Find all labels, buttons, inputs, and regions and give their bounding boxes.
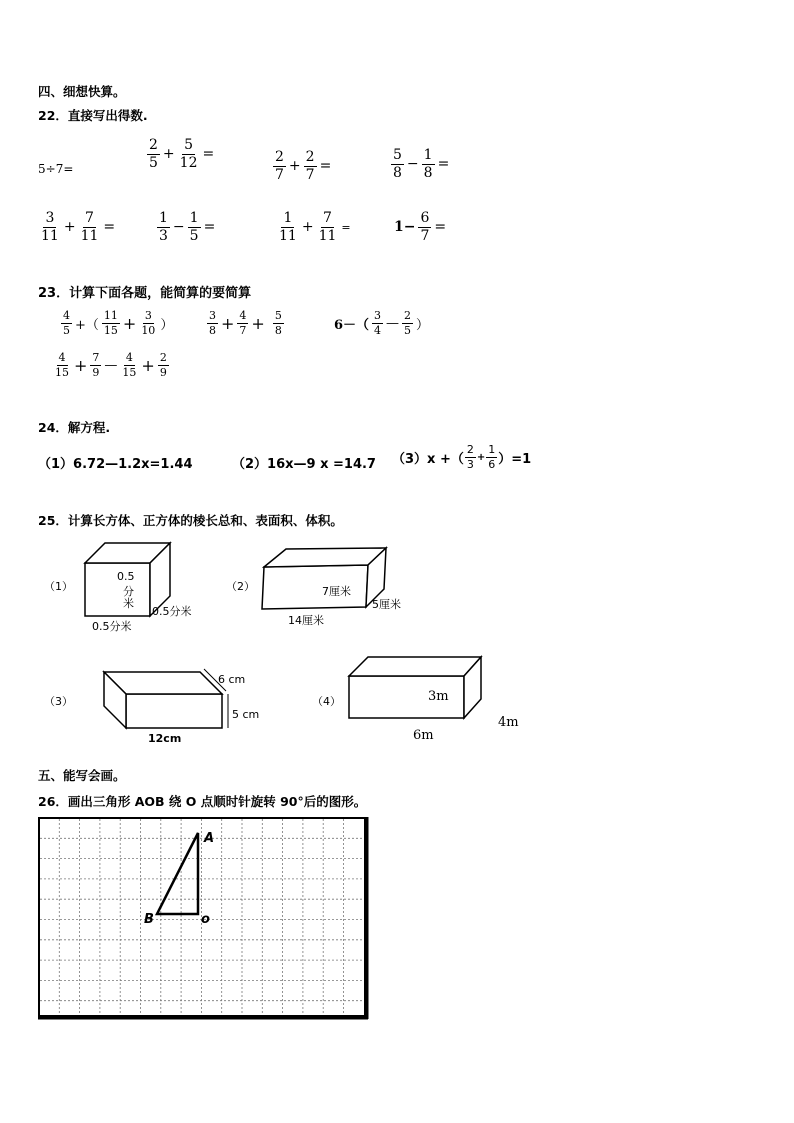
fig2-top-face: [264, 548, 386, 567]
fig1-height-unit1: 分: [123, 585, 134, 598]
fig2-depth-label: 5厘米: [372, 598, 401, 611]
q23-expr-3: 6－（ $\frac{3}{4}$ — $\frac{2}{5}$ ）: [334, 309, 430, 337]
q22-r1-c: $\frac{2}{7}$ + $\frac{2}{7}$ =: [275, 149, 332, 183]
fig1-height-value: 0.5: [117, 570, 135, 583]
q22-r1-a: 5÷7=: [38, 162, 74, 176]
cuboid-figure-3: [98, 664, 238, 734]
fig1-height-unit2: 米: [123, 597, 134, 610]
question-24-title: 24．解方程.: [38, 420, 111, 435]
q22-r2-d: 1− $\frac{6}{7}$ =: [394, 210, 447, 244]
fig2-front-face: [262, 565, 368, 609]
question-25-title: 25．计算长方体、正方体的棱长总和、表面积、体积。: [38, 513, 343, 528]
fig3-depth-label: 6 cm: [218, 673, 246, 686]
q22-r1-b: $\frac{2}{5}$ + $\frac{5}{12}$ =: [149, 137, 215, 171]
fig3-front-face: [126, 694, 222, 728]
q24-equation-3: （3）x +（ $\frac{2}{3}$ + $\frac{1}{6}$ ）=1: [392, 443, 532, 471]
fig2-length-label: 14厘米: [288, 614, 324, 627]
question-23-title: 23．计算下面各题，能简算的要简算: [38, 286, 252, 301]
question-22-title: 22．直接写出得数.: [38, 108, 148, 123]
section-5-title: 五、能写会画。: [38, 768, 126, 783]
fig4-height-label: 3m: [428, 689, 449, 704]
fig1-width-label: 0.5分米: [92, 620, 132, 633]
q23-expr-1: $\frac{4}{5}$ +（ $\frac{11}{15}$ + $\frac{3}{10}$ ）: [63, 309, 174, 337]
point-o-label: o: [201, 912, 210, 927]
point-b-label: B: [144, 912, 154, 927]
fig3-number: （3）: [44, 695, 73, 708]
q22-r1-d: $\frac{5}{8}$ − $\frac{1}{8}$ =: [393, 147, 450, 181]
fig3-height-label: 5 cm: [232, 708, 260, 721]
q23-expr-4: $\frac{4}{15}$ + $\frac{7}{9}$ — $\frac{4}{15}$ + $\frac{2}{9}$: [55, 351, 167, 379]
point-a-label: A: [204, 831, 215, 846]
fig2-height-label: 7厘米: [322, 585, 351, 598]
q22-r2-c: $\frac{1}{11}$ + $\frac{7}{11}$ =: [279, 210, 351, 244]
question-26-title: 26．画出三角形 AOB 绕 O 点顺时针旋转 90°后的图形。: [38, 794, 367, 809]
fig4-top-face: [349, 657, 481, 676]
q23-expr-2: $\frac{3}{8}$ + $\frac{4}{7}$ + $\frac{5}{8}$: [209, 309, 282, 337]
fig4-depth-label: 4m: [498, 715, 519, 730]
q24-equation-2: （2）16x—9 x =14.7: [232, 457, 376, 472]
q24-equation-1: （1）6.72—1.2x=1.44: [38, 457, 193, 472]
q22-r2-a: $\frac{3}{11}$ + $\frac{7}{11}$ =: [41, 210, 116, 244]
fig1-depth-label: 0.5分米: [152, 605, 192, 618]
cuboid-figure-4: [346, 654, 486, 724]
section-4-title: 四、细想快算。: [38, 84, 126, 99]
fig2-number: （2）: [226, 580, 255, 593]
fig4-number: （4）: [312, 695, 341, 708]
fig4-length-label: 6m: [413, 728, 434, 743]
drawing-grid[interactable]: [36, 815, 370, 1021]
fig1-number: （1）: [44, 580, 73, 593]
fig3-length-label: 12cm: [148, 732, 182, 745]
q22-r2-b: $\frac{1}{3}$ − $\frac{1}{5}$ =: [159, 210, 216, 244]
